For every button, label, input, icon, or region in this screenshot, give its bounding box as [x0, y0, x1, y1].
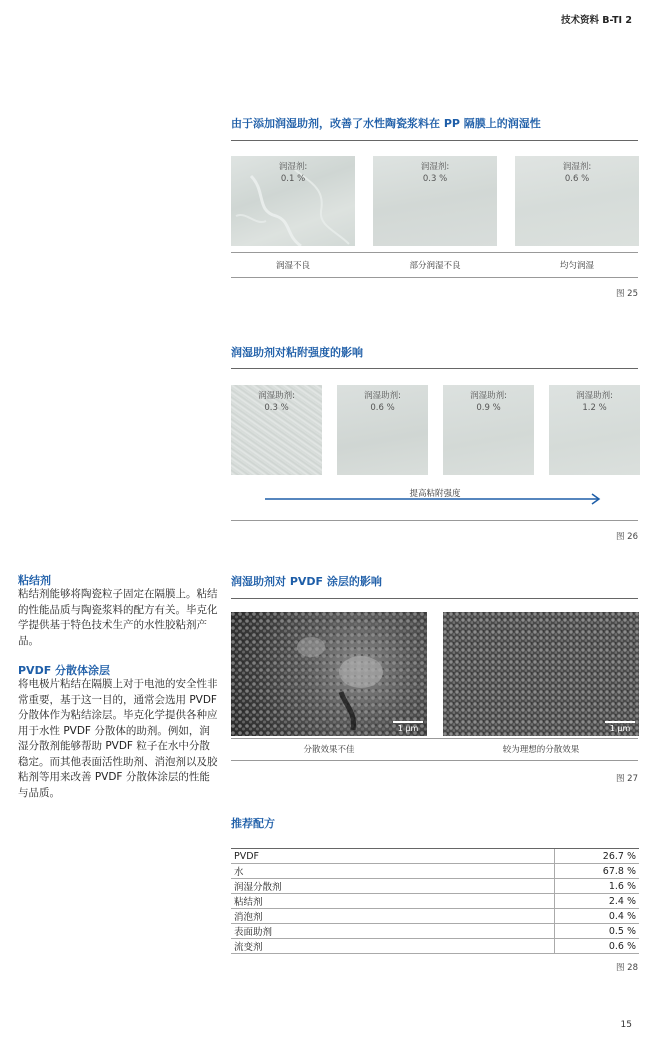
arrow-right-icon: [265, 493, 605, 505]
panel-label: 润湿助剂:: [258, 391, 295, 401]
wetting-photo-2: [373, 156, 497, 246]
heading-pvdf: PVDF 分散体涂层: [18, 664, 111, 677]
ingredient-name: 表面助剂: [231, 924, 555, 939]
ingredient-name: 粘结剂: [231, 894, 555, 909]
table-row: [231, 894, 639, 909]
panel-label: 润湿剂:: [420, 162, 450, 172]
ingredient-value: 0.4 %: [555, 909, 640, 924]
panel-value: 0.1 %: [280, 174, 306, 184]
table-row: [231, 879, 639, 894]
table-row: [231, 939, 639, 954]
ingredient-name: 润湿分散剂: [231, 879, 555, 894]
ingredient-name: 消泡剂: [231, 909, 555, 924]
panel-label: 润湿剂:: [562, 162, 592, 172]
section4-title: 推荐配方: [231, 817, 275, 830]
panel-value: 0.3 %: [264, 403, 289, 413]
scale-label: 1 µm: [609, 724, 631, 733]
adhesion-photo-1: [231, 385, 322, 475]
figure-number: 图 27: [615, 774, 638, 784]
page-number: 15: [620, 1020, 632, 1030]
ingredient-name: 水: [231, 864, 555, 879]
panel-label: 润湿助剂:: [576, 391, 613, 401]
panel-caption: 均匀润湿: [559, 261, 594, 271]
panel-label: 润湿助剂:: [364, 391, 401, 401]
ingredient-value: 0.5 %: [555, 924, 640, 939]
divider: [231, 598, 638, 599]
heading-binder: 粘结剂: [18, 574, 51, 587]
ingredient-value: 0.6 %: [555, 939, 640, 954]
panel-caption: 润湿不良: [275, 261, 310, 271]
panel-label: 润湿剂:: [278, 162, 308, 172]
scale-label: 1 µm: [397, 724, 419, 733]
adhesion-photo-3: [443, 385, 534, 475]
panel-label: 润湿助剂:: [470, 391, 507, 401]
panel-value: 0.6 %: [370, 403, 395, 413]
panel-value: 0.6 %: [564, 174, 590, 184]
ingredient-name: PVDF: [231, 849, 555, 864]
sem-image-good: [443, 612, 639, 736]
panel-value: 0.9 %: [476, 403, 501, 413]
section1-title: 由于添加润湿助剂，改善了水性陶瓷浆料在 PP 隔膜上的润湿性: [231, 117, 541, 130]
image-caption: 较为理想的分散效果: [502, 745, 580, 755]
divider: [231, 140, 638, 141]
section2-title: 润湿助剂对粘附强度的影响: [231, 346, 363, 359]
divider: [231, 252, 638, 253]
sem-image-poor: [231, 612, 427, 736]
section3-title: 润湿助剂对 PVDF 涂层的影响: [231, 575, 382, 588]
ingredient-value: 2.4 %: [555, 894, 640, 909]
ingredient-value: 1.6 %: [555, 879, 640, 894]
arrow-label: 提高粘附强度: [409, 489, 461, 499]
table-row: [231, 924, 639, 939]
image-caption: 分散效果不佳: [303, 745, 355, 755]
table-row: [231, 909, 639, 924]
table-row: [231, 849, 639, 864]
formulation-table: [231, 848, 639, 954]
ingredient-value: 26.7 %: [555, 849, 640, 864]
panel-value: 0.3 %: [422, 174, 448, 184]
paragraph-binder: 粘结剂能够将陶瓷粒子固定在隔膜上。粘结的性能品质与陶瓷浆料的配方有关。毕克化学提供基于特色技术生产的水性胶粘剂产品。: [18, 588, 218, 647]
paragraph-pvdf: 将电极片粘结在隔膜上对于电池的安全性非常重要，基于这一目的，通常会选用 PVDF 分散体作为粘结涂层。毕克化学提供各种应用于水性 PVDF 分散体的助剂。例如，润湿分散剂能够帮助 PVDF 粒子在水中分散稳定。而其他表面活性助剂、消泡剂以及胶粘剂等用来改善 PVDF 分散体涂层的性能与品质。: [18, 678, 218, 799]
document-reference: 技术资料 B-TI 2: [560, 15, 632, 26]
wetting-photo-3: [515, 156, 639, 246]
divider: [231, 738, 638, 739]
divider: [231, 368, 638, 369]
divider: [231, 277, 638, 278]
adhesion-photo-4: [549, 385, 640, 475]
adhesion-photo-2: [337, 385, 428, 475]
panel-caption: 部分润湿不良: [409, 261, 461, 271]
panel-value: 1.2 %: [582, 403, 607, 413]
ingredient-name: 流变剂: [231, 939, 555, 954]
figure-number: 图 26: [615, 532, 638, 542]
figure-number: 图 25: [615, 289, 638, 299]
wetting-photo-1: [231, 156, 355, 246]
divider: [231, 520, 638, 521]
table-row: [231, 864, 639, 879]
divider: [231, 760, 638, 761]
figure-number: 图 28: [615, 963, 638, 973]
ingredient-value: 67.8 %: [555, 864, 640, 879]
